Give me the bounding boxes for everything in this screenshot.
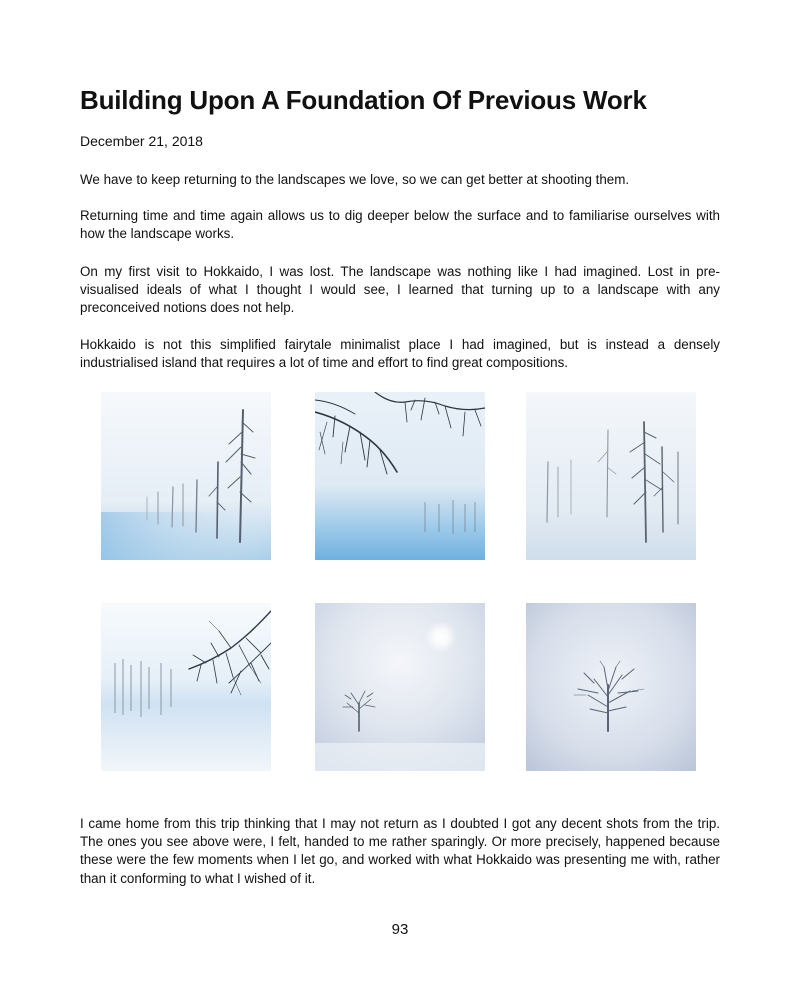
paragraph-1: We have to keep returning to the landscapes we love, so we can get better at shooting them. [80,172,630,187]
gallery-image-6[interactable] [526,603,696,771]
page-title: Building Upon A Foundation Of Previous Work [80,85,647,115]
paragraph-5: I came home from this trip thinking that I may not return as I doubted I got any decent shots from the trip. The ones you see above were, I felt, handed to me rather sparingly. Or more precisely, happened because these were the few moments when I let go, and worked with what Hokkaido was presenting me with, rather than it conforming to what I wished of it. [80,816,720,886]
paragraph-4: Hokkaido is not this simplified fairytale minimalist place I had imagined, but is instead a densely industrialised island that requires a lot of time and effort to find great compositions. [80,337,720,371]
page-number: 93 [391,921,409,938]
post-date: December 21, 2018 [80,133,203,149]
gallery-image-3[interactable] [526,392,696,560]
gallery-image-1[interactable] [101,392,271,560]
paragraph-3: On my first visit to Hokkaido, I was lost. The landscape was nothing like I had imagined. Lost in pre-visualised ideals of what I thought I would see, I learned that turning up to a landscape with any preconceived notions does not help. [80,264,720,316]
gallery-image-5[interactable] [315,603,485,771]
gallery-image-2[interactable] [315,392,485,560]
gallery-image-4[interactable] [101,603,271,771]
paragraph-2: Returning time and time again allows us to dig deeper below the surface and to familiarise ourselves with how the landscape works. [80,208,720,242]
